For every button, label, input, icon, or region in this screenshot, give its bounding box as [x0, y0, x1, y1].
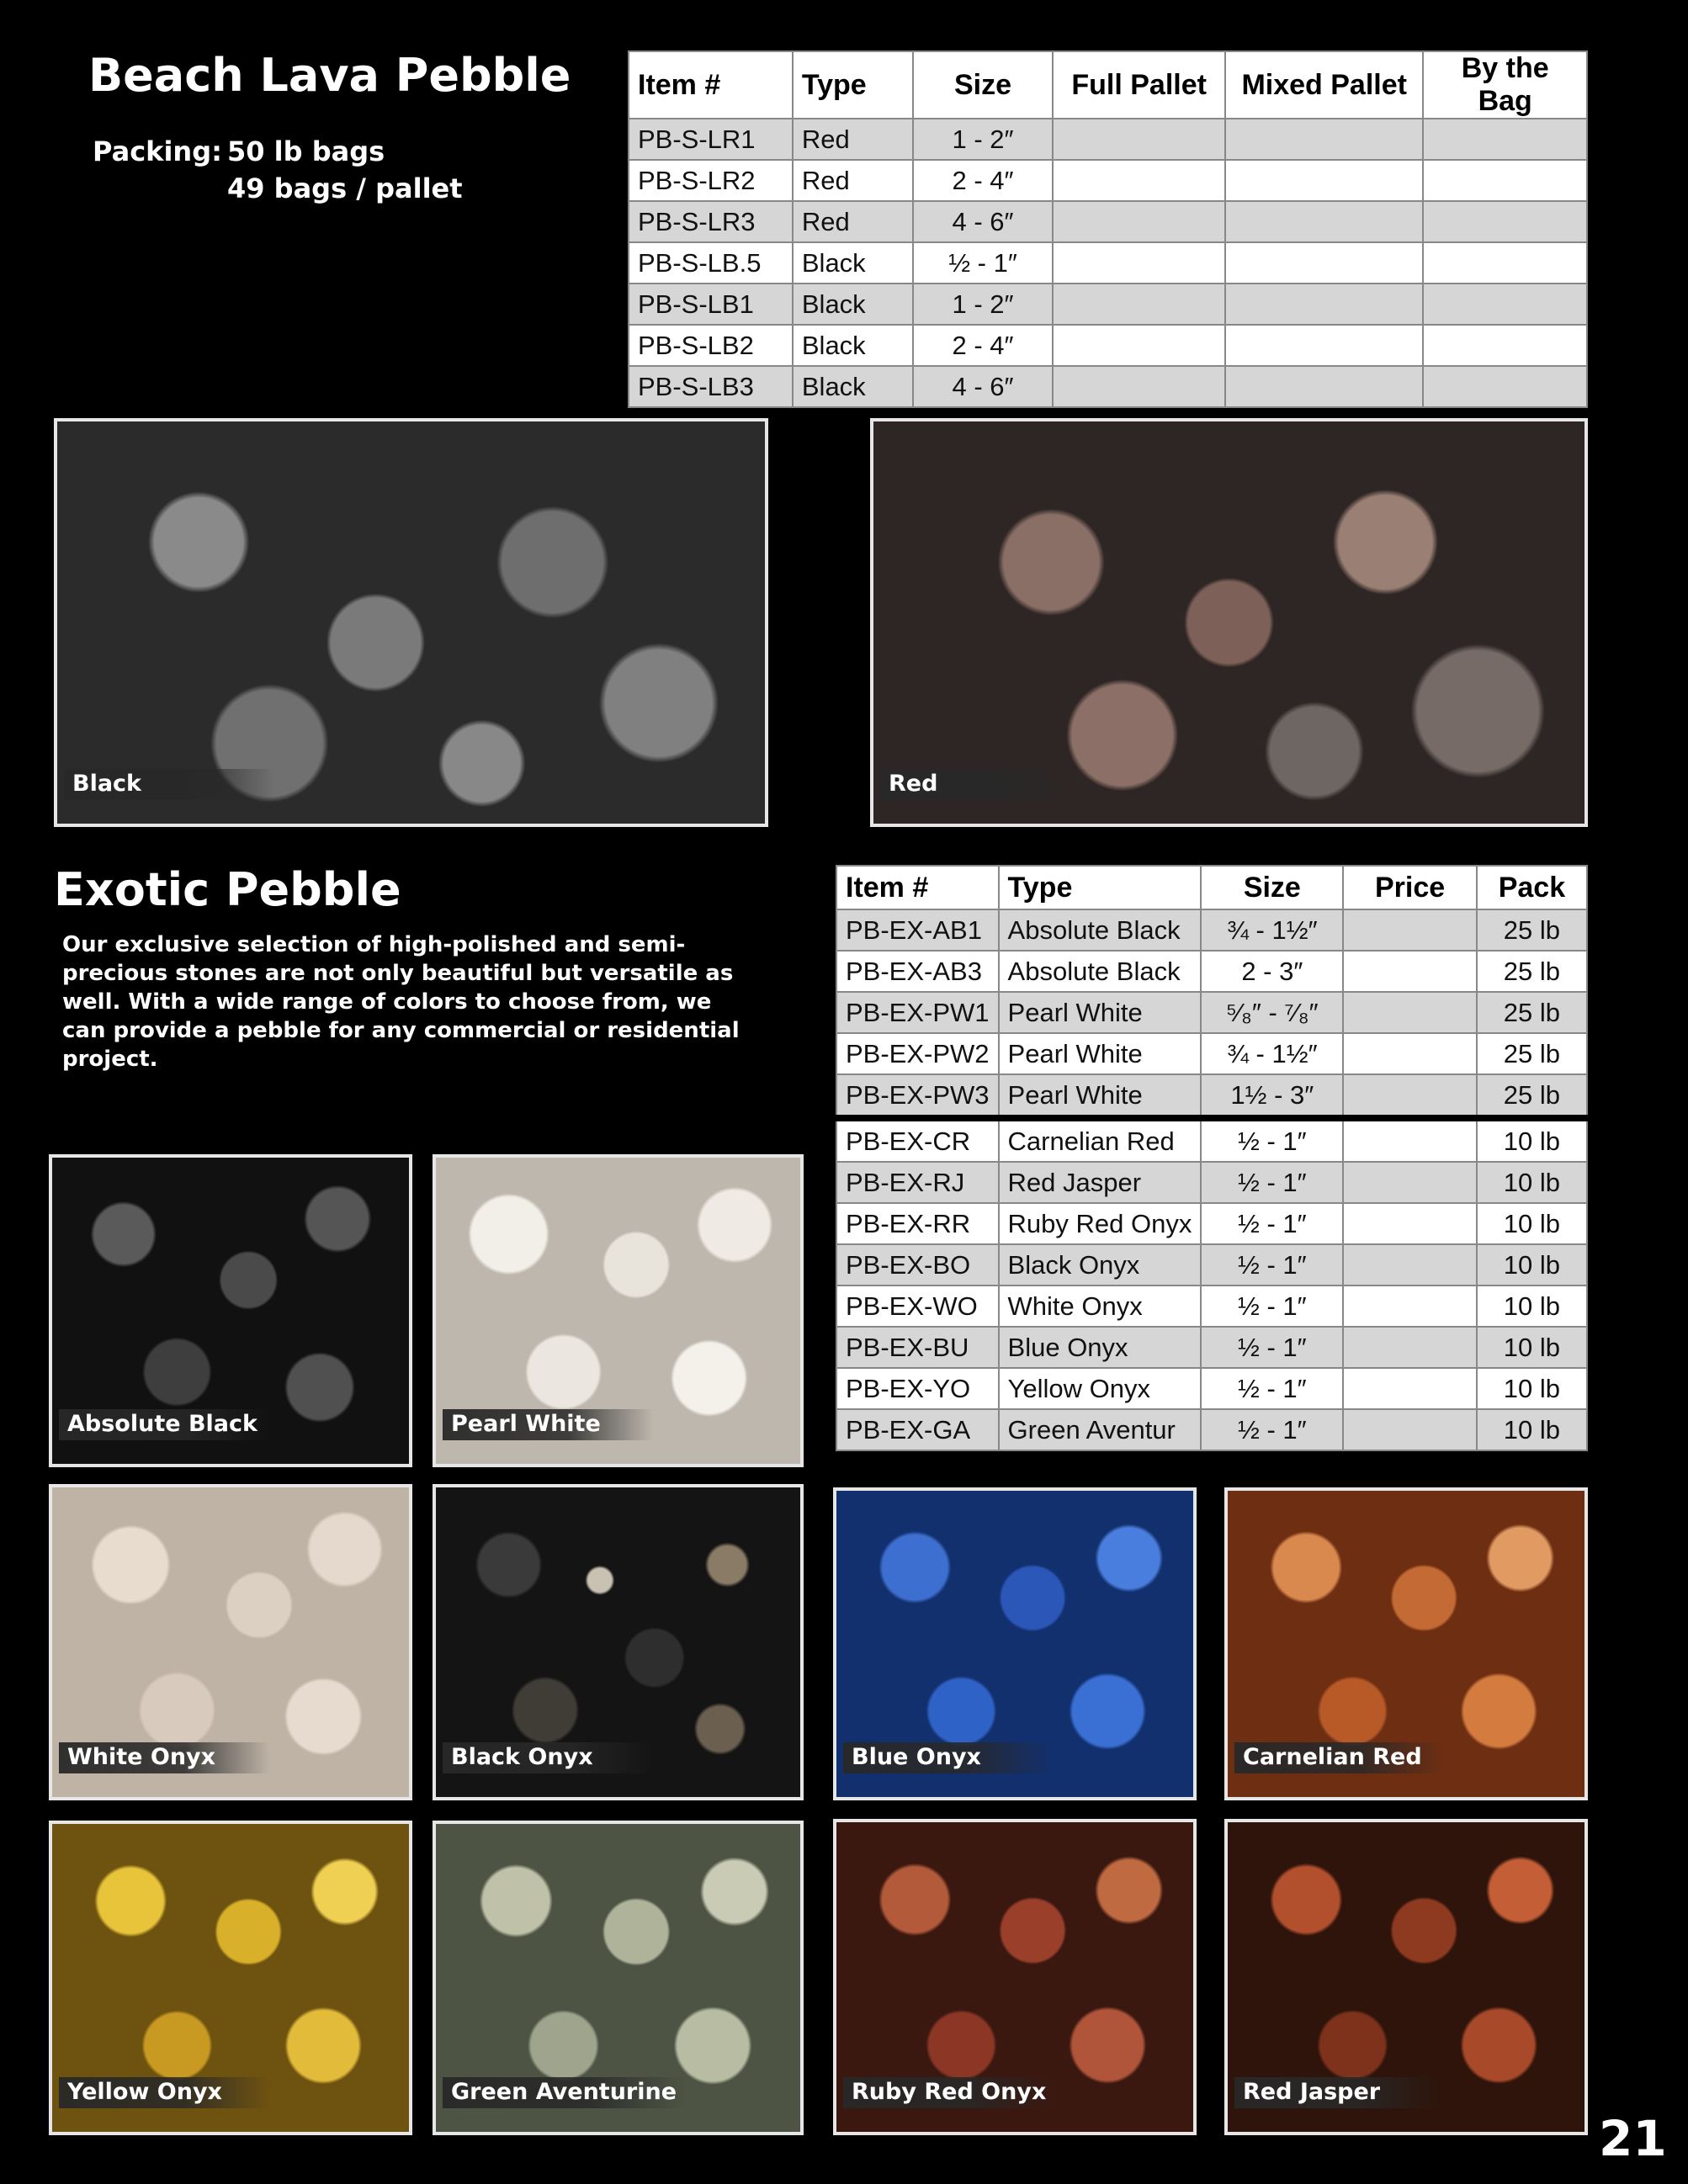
mixed-pallet-cell [1225, 325, 1423, 366]
item-cell: PB-EX-RJ [836, 1162, 999, 1203]
table-row [836, 1409, 1587, 1450]
header-by-the-bag: By the Bag [1423, 51, 1587, 119]
item-cell: PB-EX-GA [836, 1409, 999, 1450]
exotic-description: Our exclusive selection of high-polished and semi-precious stones are not only beautiful but versatile as well. With a wide range of colors to choose from, we can provide a pebble for any commercial or residential project. [62, 932, 740, 1072]
type-cell: Blue Onyx [999, 1327, 1202, 1368]
table-row [836, 1162, 1587, 1203]
type-cell: Red Jasper [999, 1162, 1202, 1203]
item-cell: PB-EX-BO [836, 1244, 999, 1285]
size-cell: 2 - 4″ [913, 160, 1054, 201]
photo-label: Pearl White [443, 1409, 653, 1440]
header-size: Size [913, 51, 1054, 119]
type-cell: White Onyx [999, 1285, 1202, 1327]
mixed-pallet-cell [1225, 119, 1423, 160]
page-number: 21 [1599, 2110, 1667, 2167]
pack-cell: 25 lb [1477, 992, 1587, 1033]
by-bag-cell [1423, 366, 1587, 407]
type-cell: Black Onyx [999, 1244, 1202, 1285]
price-cell [1343, 951, 1477, 992]
photo-label: Green Aventurine [443, 2077, 685, 2108]
item-cell: PB-EX-CR [836, 1118, 999, 1162]
price-cell [1343, 1327, 1477, 1368]
table-row [629, 242, 1587, 284]
pack-cell: 10 lb [1477, 1327, 1587, 1368]
header-type: Type [793, 51, 913, 119]
item-cell: PB-S-LB1 [629, 284, 793, 325]
price-cell [1343, 1244, 1477, 1285]
mixed-pallet-cell [1225, 366, 1423, 407]
size-cell: ⁵⁄₈″ - ⁷⁄₈″ [1201, 992, 1343, 1033]
table-row [836, 1033, 1587, 1074]
pack-cell: 25 lb [1477, 909, 1587, 951]
header-item: Item # [629, 51, 793, 119]
full-pallet-cell [1053, 366, 1225, 407]
photo-red-jasper [1224, 1819, 1588, 2135]
header-type: Type [999, 866, 1202, 909]
by-bag-cell [1423, 284, 1587, 325]
photo-label: White Onyx [59, 1742, 269, 1773]
table-row [836, 1118, 1587, 1162]
item-cell: PB-EX-YO [836, 1368, 999, 1409]
size-cell: ½ - 1″ [1201, 1409, 1343, 1450]
table-row [836, 1244, 1587, 1285]
photo-label: Black [64, 769, 274, 800]
price-cell [1343, 1162, 1477, 1203]
table-row [836, 1368, 1587, 1409]
photo-black-onyx [433, 1484, 804, 1800]
price-cell [1343, 1368, 1477, 1409]
photo-label: Red [880, 769, 1091, 800]
item-cell: PB-EX-PW2 [836, 1033, 999, 1074]
pack-cell: 10 lb [1477, 1409, 1587, 1450]
table-row [836, 1285, 1587, 1327]
photo-pearl-white [433, 1154, 804, 1467]
full-pallet-cell [1053, 325, 1225, 366]
type-cell: Ruby Red Onyx [999, 1203, 1202, 1244]
type-cell: Black [793, 242, 913, 284]
table-row [629, 284, 1587, 325]
type-cell: Black [793, 366, 913, 407]
item-cell: PB-EX-PW3 [836, 1074, 999, 1118]
pack-cell: 25 lb [1477, 951, 1587, 992]
packing-per-pallet: 49 bags / pallet [227, 172, 463, 204]
full-pallet-cell [1053, 284, 1225, 325]
item-cell: PB-EX-AB3 [836, 951, 999, 992]
table-row [836, 909, 1587, 951]
size-cell: 2 - 4″ [913, 325, 1054, 366]
price-cell [1343, 1285, 1477, 1327]
table-row [629, 119, 1587, 160]
type-cell: Pearl White [999, 992, 1202, 1033]
price-cell [1343, 1203, 1477, 1244]
header-item: Item # [836, 866, 999, 909]
type-cell: Black [793, 325, 913, 366]
type-cell: Pearl White [999, 1074, 1202, 1118]
pack-cell: 10 lb [1477, 1203, 1587, 1244]
packing-label: Packing: [93, 135, 222, 167]
table-row [629, 325, 1587, 366]
price-cell [1343, 1409, 1477, 1450]
by-bag-cell [1423, 160, 1587, 201]
pack-cell: 10 lb [1477, 1285, 1587, 1327]
pack-cell: 10 lb [1477, 1162, 1587, 1203]
photo-yellow-onyx [49, 1821, 412, 2135]
full-pallet-cell [1053, 160, 1225, 201]
photo-label: Yellow Onyx [59, 2077, 269, 2108]
size-cell: ½ - 1″ [1201, 1368, 1343, 1409]
type-cell: Absolute Black [999, 951, 1202, 992]
size-cell: ½ - 1″ [1201, 1162, 1343, 1203]
size-cell: ½ - 1″ [913, 242, 1054, 284]
pack-cell: 10 lb [1477, 1118, 1587, 1162]
type-cell: Yellow Onyx [999, 1368, 1202, 1409]
photo-label: Black Onyx [443, 1742, 653, 1773]
size-cell: ¾ - 1½″ [1201, 909, 1343, 951]
header-size: Size [1201, 866, 1343, 909]
item-cell: PB-S-LR2 [629, 160, 793, 201]
table-row [836, 992, 1587, 1033]
size-cell: 4 - 6″ [913, 201, 1054, 242]
by-bag-cell [1423, 119, 1587, 160]
photo-green-aventurine [433, 1821, 804, 2135]
table-row [629, 201, 1587, 242]
price-cell [1343, 1074, 1477, 1118]
exotic-title: Exotic Pebble [54, 863, 401, 916]
item-cell: PB-EX-RR [836, 1203, 999, 1244]
mixed-pallet-cell [1225, 284, 1423, 325]
pack-cell: 10 lb [1477, 1368, 1587, 1409]
size-cell: ¾ - 1½″ [1201, 1033, 1343, 1074]
type-cell: Red [793, 119, 913, 160]
type-cell: Red [793, 201, 913, 242]
size-cell: ½ - 1″ [1201, 1244, 1343, 1285]
pack-cell: 10 lb [1477, 1244, 1587, 1285]
mixed-pallet-cell [1225, 242, 1423, 284]
size-cell: ½ - 1″ [1201, 1285, 1343, 1327]
item-cell: PB-S-LR3 [629, 201, 793, 242]
size-cell: ½ - 1″ [1201, 1327, 1343, 1368]
mixed-pallet-cell [1225, 201, 1423, 242]
photo-blue-onyx [833, 1487, 1197, 1800]
item-cell: PB-EX-WO [836, 1285, 999, 1327]
table-header-row [629, 51, 1587, 119]
size-cell: ½ - 1″ [1201, 1203, 1343, 1244]
price-cell [1343, 1118, 1477, 1162]
price-cell [1343, 909, 1477, 951]
header-pack: Pack [1477, 866, 1587, 909]
size-cell: 4 - 6″ [913, 366, 1054, 407]
type-cell: Absolute Black [999, 909, 1202, 951]
header-mixed-pallet: Mixed Pallet [1225, 51, 1423, 119]
photo-label: Carnelian Red [1234, 1742, 1445, 1773]
size-cell: 1 - 2″ [913, 284, 1054, 325]
table-row [836, 1203, 1587, 1244]
type-cell: Pearl White [999, 1033, 1202, 1074]
item-cell: PB-S-LB.5 [629, 242, 793, 284]
lava-title: Beach Lava Pebble [88, 49, 571, 102]
table-header-row [836, 866, 1587, 909]
by-bag-cell [1423, 242, 1587, 284]
photo-white-onyx [49, 1484, 412, 1800]
header-full-pallet: Full Pallet [1053, 51, 1225, 119]
photo-label: Absolute Black [59, 1409, 269, 1440]
size-cell: 2 - 3″ [1201, 951, 1343, 992]
photo-absolute-black [49, 1154, 412, 1467]
photo-label: Red Jasper [1234, 2077, 1445, 2108]
full-pallet-cell [1053, 242, 1225, 284]
item-cell: PB-S-LR1 [629, 119, 793, 160]
item-cell: PB-S-LB2 [629, 325, 793, 366]
full-pallet-cell [1053, 201, 1225, 242]
table-row [836, 1327, 1587, 1368]
mixed-pallet-cell [1225, 160, 1423, 201]
size-cell: ½ - 1″ [1201, 1118, 1343, 1162]
type-cell: Black [793, 284, 913, 325]
table-row [836, 951, 1587, 992]
item-cell: PB-S-LB3 [629, 366, 793, 407]
photo-label: Blue Onyx [843, 1742, 1054, 1773]
size-cell: 1 - 2″ [913, 119, 1054, 160]
by-bag-cell [1423, 201, 1587, 242]
by-bag-cell [1423, 325, 1587, 366]
item-cell: PB-EX-PW1 [836, 992, 999, 1033]
table-row [629, 160, 1587, 201]
photo-black-lava [54, 418, 768, 827]
exotic-price-table [836, 865, 1588, 1451]
photo-label: Ruby Red Onyx [843, 2077, 1054, 2108]
packing-bag-size: 50 lb bags [227, 135, 385, 167]
photo-ruby-red-onyx [833, 1819, 1197, 2135]
size-cell: 1½ - 3″ [1201, 1074, 1343, 1118]
lava-price-table [628, 50, 1588, 408]
photo-carnelian-red [1224, 1487, 1588, 1800]
table-row [836, 1074, 1587, 1118]
type-cell: Red [793, 160, 913, 201]
full-pallet-cell [1053, 119, 1225, 160]
table-row [629, 366, 1587, 407]
pack-cell: 25 lb [1477, 1074, 1587, 1118]
type-cell: Carnelian Red [999, 1118, 1202, 1162]
type-cell: Green Aventur [999, 1409, 1202, 1450]
price-cell [1343, 1033, 1477, 1074]
item-cell: PB-EX-BU [836, 1327, 999, 1368]
photo-red-lava [870, 418, 1588, 827]
pack-cell: 25 lb [1477, 1033, 1587, 1074]
item-cell: PB-EX-AB1 [836, 909, 999, 951]
price-cell [1343, 992, 1477, 1033]
header-price: Price [1343, 866, 1477, 909]
